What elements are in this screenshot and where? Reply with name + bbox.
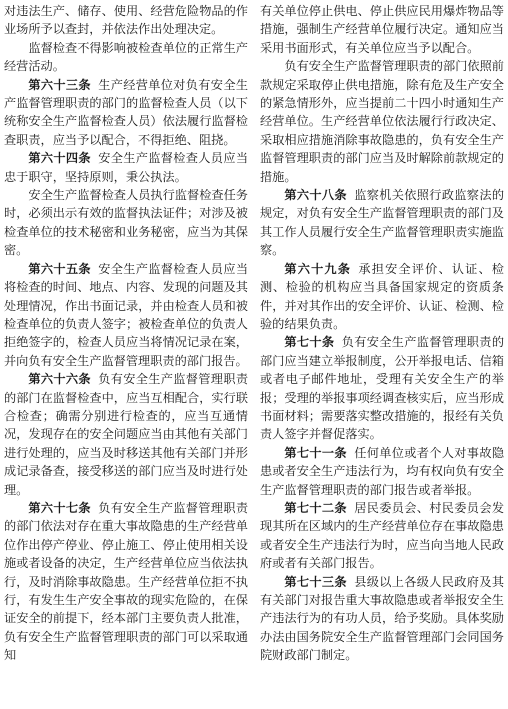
left-column: [4, 2, 248, 709]
paragraph-text: 对违法生产、储存、使用、经营危险物品的作业场所予以查封，并依法作出处理决定。: [4, 4, 248, 37]
paragraph: [260, 260, 504, 334]
paragraph: [260, 57, 504, 186]
paragraph: [260, 573, 504, 665]
paragraph: [4, 2, 248, 39]
article-number: 第七十条: [284, 335, 335, 350]
paragraph: [260, 499, 504, 573]
paragraph-text: 安全生产监督检查人员应当忠于职守，坚持原则，秉公执法。: [4, 151, 249, 184]
paragraph-text: 负有安全生产监督管理职责的部门应当建立举报制度，公开举报电话、信箱或者电子邮件地址，受理有关安全生产的举报；受理的举报事项经调查核实后，应当形成书面材料；需要落实整改措施的，报经有关负责人签字并督促落实。: [260, 335, 505, 442]
article-number: 第六十四条: [28, 151, 91, 166]
paragraph-text: 负有安全生产监督管理职责的部门依照前款规定采取停止供电措施，除有危及生产安全的紧急情形外，应当提前二十四小时通知生产经营单位。生产经营单位依法履行行政决定、采取相应措施消除事故隐患的，负有安全生产监督管理职责的部门应当及时解除前款规定的措施。: [260, 59, 504, 184]
paragraph-text: 任何单位或者个人对事故隐患或者安全生产违法行为，均有权向负有安全生产监督管理职责的部门报告或者举报。: [260, 445, 505, 497]
paragraph-text: 监察机关依照行政监察法的规定，对负有安全生产监督管理职责的部门及其工作人员履行安全生产监督管理职责实施监察。: [260, 188, 505, 258]
article-number: 第六十七条: [28, 500, 91, 515]
paragraph-text: 监督检查不得影响被检查单位的正常生产经营活动。: [4, 40, 248, 74]
article-number: 第七十二条: [284, 500, 347, 515]
paragraph-text: 县级以上各级人民政府及其有关部门对报告重大事故隐患或者举报安全生产违法行为的有功人员，给予奖励。具体奖励办法由国务院安全生产监督管理部门会同国务院财政部门制定。: [260, 574, 505, 663]
article-number: 第六十五条: [28, 261, 91, 276]
article-number: 第六十九条: [284, 261, 352, 276]
paragraph: [4, 76, 248, 150]
paragraph-text: 生产经营单位对负有安全生产监督管理职责的部门的监督检查人员（以下统称安全生产监督检查人员）依法履行监督检查职责，应当予以配合，不得拒绝、阻挠。: [4, 77, 249, 147]
paragraph: [260, 444, 504, 499]
paragraph-text: 有关单位停止供电、停止供应民用爆炸物品等措施，强制生产经营单位履行决定。通知应当采用书面形式，有关单位应当予以配合。: [260, 4, 504, 55]
right-column: [260, 2, 504, 709]
paragraph-text: 负有安全生产监督管理职责的部门依法对存在重大事故隐患的生产经营单位作出停产停业、停止施工、停止使用相关设施或者设备的决定，生产经营单位应当依法执行，及时消除事故隐患。生产经营单位拒不执行，有发生生产安全事故的现实危险的，在保证安全的前提下，经本部门主要负责人批准，负有安全生产监督管理职责的部门可以采取通知: [4, 500, 249, 663]
paragraph-text: 安全生产监督检查人员执行监督检查任务时，必须出示有效的监督执法证件；对涉及被检查单位的技术秘密和业务秘密，应当为其保密。: [4, 188, 248, 258]
paragraph: [260, 186, 504, 260]
paragraph-text: 负有安全生产监督管理职责的部门在监督检查中，应当互相配合，实行联合检查；确需分别进行检查的，应当互通情况，发现存在的安全问题应当由其他有关部门进行处理的，应当及时移送其他有关部门并形成记录备查，接受移送的部门应当及时进行处理。: [4, 372, 249, 497]
paragraph: [4, 149, 248, 186]
paragraph-text: 居民委员会、村民委员会发现其所在区域内的生产经营单位存在事故隐患或者安全生产违法行为时，应当向当地人民政府或者有关部门报告。: [260, 500, 505, 571]
paragraph: [260, 333, 504, 443]
paragraph: [4, 260, 248, 370]
paragraph: [4, 370, 248, 499]
paragraph: [4, 186, 248, 260]
paragraph-text: 承担安全评价、认证、检测、检验的机构应当具备国家规定的资质条件，并对其作出的安全评价、认证、检测、检验的结果负责。: [260, 261, 504, 331]
article-number: 第六十八条: [284, 188, 347, 203]
paragraph: [4, 39, 248, 76]
article-number: 第七十一条: [284, 445, 347, 460]
paragraph-text: 安全生产监督检查人员应当将检查的时间、地点、内容、发现的问题及其处理情况，作出书面记录，并由检查人员和被检查单位的负责人签字；被检查单位的负责人拒绝签字的，检查人员应当将情况记录在案，并向负有安全生产监督管理职责的部门报告。: [4, 261, 249, 368]
paragraph: [4, 499, 248, 665]
article-number: 第六十六条: [28, 372, 91, 387]
article-number: 第六十三条: [28, 77, 91, 92]
article-number: 第七十三条: [284, 574, 347, 589]
paragraph: [260, 2, 504, 57]
